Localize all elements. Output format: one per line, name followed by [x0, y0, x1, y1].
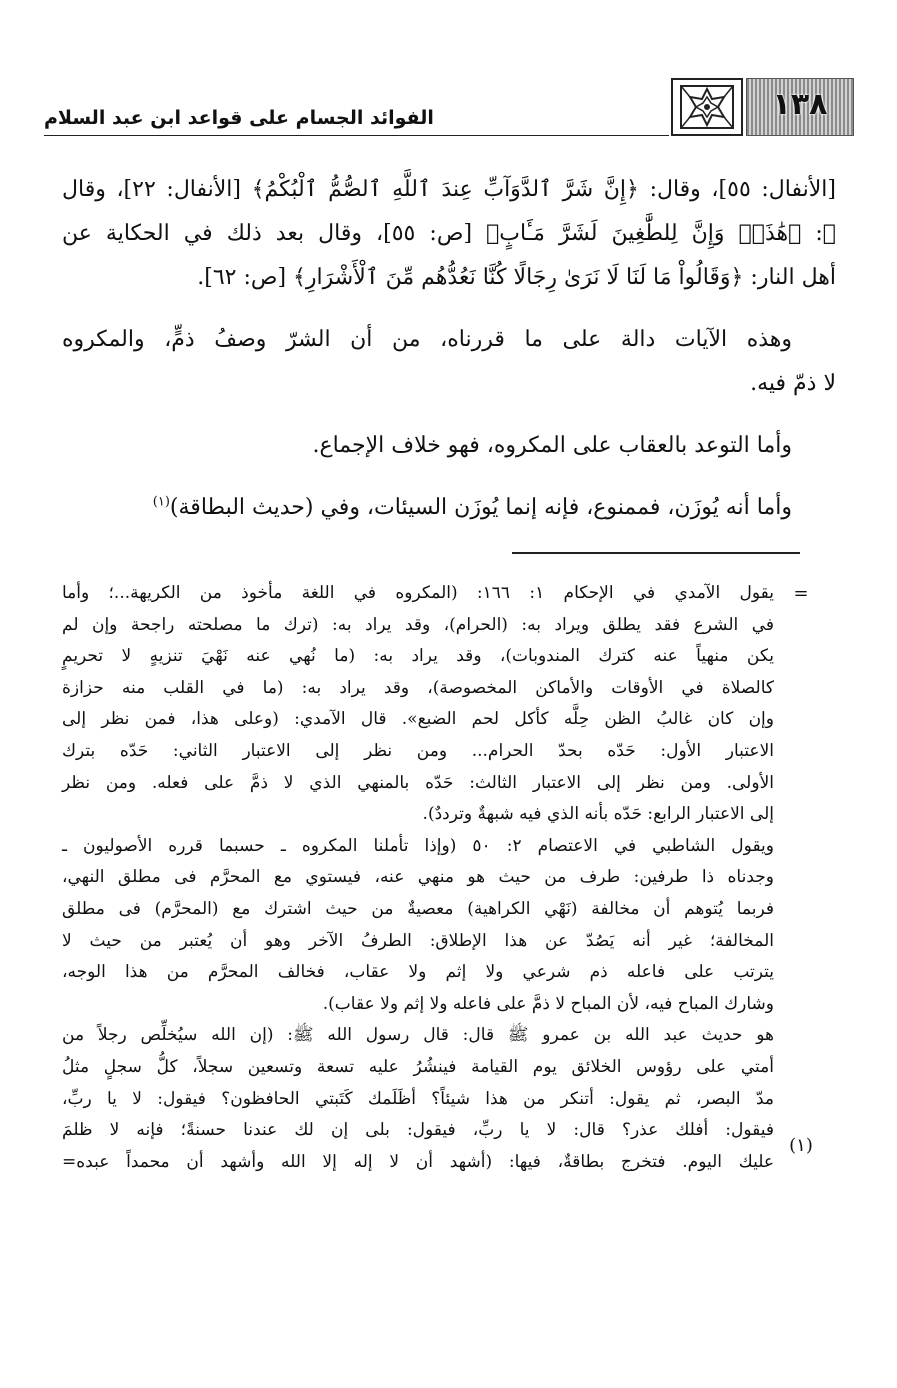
- footnote-line: وإن كان غالبُ الظن حِلَّه كأكل لحم الضبع». قال الآمدي: (وعلى هذا، فمن نظر إلى: [62, 709, 774, 730]
- main-text: [62, 168, 836, 530]
- paragraph-text: وأما أنه يُوزَن، فممنوع، فإنه إنما يُوزَن السيئات، وفي (حديث البطاقة): [169, 495, 792, 520]
- footnote-line: المخالفة؛ غير أنه يَصُدّ عن هذا الإطلاق: الطرفُ الآخر وهو أن يُعتبر من حيث لا: [62, 930, 774, 951]
- footnote-line: وشارك المباح فيه، لأن المباح لا ذمَّ على فاعله ولا إثم ولا عقاب).: [322, 993, 774, 1014]
- footnote-ref[interactable]: (١): [152, 494, 170, 510]
- footnote-1-marker: (١): [789, 1135, 813, 1156]
- header-rule: [44, 135, 669, 136]
- footnote-line: عليك اليوم. فتخرج بطاقةٌ، فيها: (أشهد أن لا إله إلا الله وأشهد أن محمداً عبده=: [62, 1151, 774, 1172]
- footnote-line: يقول الآمدي في الإحكام ١: ١٦٦: (المكروه في اللغة مأخوذ من الكريهة...؛ وأما: [62, 583, 774, 603]
- ornament-icon: [671, 78, 743, 136]
- footnote-line: وجدناه ذا طرفين: طرف من حيث هو منهي عنه، فيستوي مع المحرَّم فى مطلق النهي،: [62, 867, 774, 888]
- running-title: الفوائد الجسام على قواعد ابن عبد السلام: [44, 107, 434, 129]
- footnote-line: هو حديث عبد الله بن عمرو ﷺ قال: قال رسول الله ﷺ: (إن الله سيُخلِّص رجلاً من: [62, 1025, 774, 1046]
- footnote-line: أمتي على رؤوس الخلائق يوم القيامة فينشُرُ عليه تسعة وتسعين سجلاً، كلُّ سجلٍ مثلُ: [62, 1056, 774, 1077]
- page-number: ١٣٨: [772, 87, 828, 122]
- text-line: ﷻ: ﴿هَٰذَاۚ وَإِنَّ لِلطَّٰغِينَ لَشَرَّ مَـَٔابٍ﴾ [ص: ٥٥]، وقال بعد ذلك في الحكاية عن: [62, 221, 837, 246]
- continuation-marker: =: [793, 583, 809, 604]
- geometric-star-icon: [679, 84, 735, 130]
- footnote-line: ويقول الشاطبي في الاعتصام ٢: ٥٠ (وإذا تأملنا المكروه ـ حسبما قرره الأصوليون ـ: [62, 835, 774, 856]
- page-header: [44, 78, 854, 138]
- footnote-line: يكن منهياً عنه كترك المندوبات)، وقد يراد به: (ما نُهي عنه نَهْيَ تنزيهٍ لا تحريمٍ: [62, 646, 774, 667]
- footnote-line: الأولى. ومن نظر إلى الاعتبار الثالث: حَدّه بالمنهي الذي لا ذمَّ على فعله. ومن نظر: [62, 772, 774, 793]
- footnote-line: يترتب على فاعله ذم شرعي ولا إثم ولا عقاب، فخالف المحرَّم من هذا الوجه،: [62, 962, 774, 983]
- footnote-line: فربما يُتوهم أن مخالفة (نَهْي الكراهية) معصيةٌ من حيث اشترك مع (المحرَّم) فى مطلق: [62, 898, 774, 919]
- text-line: وأما التوعد بالعقاب على المكروه، فهو خلاف الإجماع.: [312, 433, 792, 458]
- footnote-line: مدّ البصر، ثم يقول: أتنكر من هذا شيئاً؟ أظَلَمك كَتَبتي الحافظون؟ فيقول: لا يا ربِّ،: [62, 1088, 774, 1109]
- footnote-line: كالصلاة في الأوقات والأماكن المخصوصة)، وقد يراد به: (ما في القلب منه حزازة: [62, 677, 774, 698]
- text-line: لا ذمّ فيه.: [750, 371, 836, 396]
- footnote-line: في الشرع فقد يطلق ويراد به: (الحرام)، وقد يراد به: (ترك ما مصلحته راجحة وإن لم: [62, 614, 774, 635]
- footnote-line: إلى الاعتبار الرابع: حَدّه بأنه الذي فيه شبهةٌ وترددٌ).: [422, 804, 774, 825]
- footnote-line: الاعتبار الأول: حَدّه بحدّ الحرام... ومن نظر إلى الاعتبار الثاني: حَدّه بترك: [62, 740, 774, 761]
- text-line: [الأنفال: ٥٥]، وقال: ﴿إِنَّ شَرَّ ٱلدَّوَآبِّ عِندَ ٱللَّهِ ٱلصُّمُّ ٱلْبُكْمُ﴾ [الأنفال: ٢٢]، وقال: [62, 177, 836, 202]
- footnotes: [62, 578, 774, 1178]
- page-number-box: [746, 78, 854, 136]
- text-line: وهذه الآيات دالة على ما قررناه، من أن الشرّ وصفُ ذمٍّ، والمكروه: [62, 327, 792, 352]
- footnote-separator: [512, 552, 800, 554]
- text-line: [62, 486, 836, 530]
- footnote-line: فيقول: أفلك عذر؟ قال: لا يا ربِّ، فيقول: بلى إن لك عندنا حسنةً؛ فإنه لا ظلمَ: [62, 1120, 774, 1141]
- text-line: أهل النار: ﴿وَقَالُواْ مَا لَنَا لَا نَرَىٰ رِجَالًا كُنَّا نَعُدُّهُم مِّنَ ٱلْأَشْرَارِ﴾ [ص: ٦٢].: [197, 265, 836, 290]
